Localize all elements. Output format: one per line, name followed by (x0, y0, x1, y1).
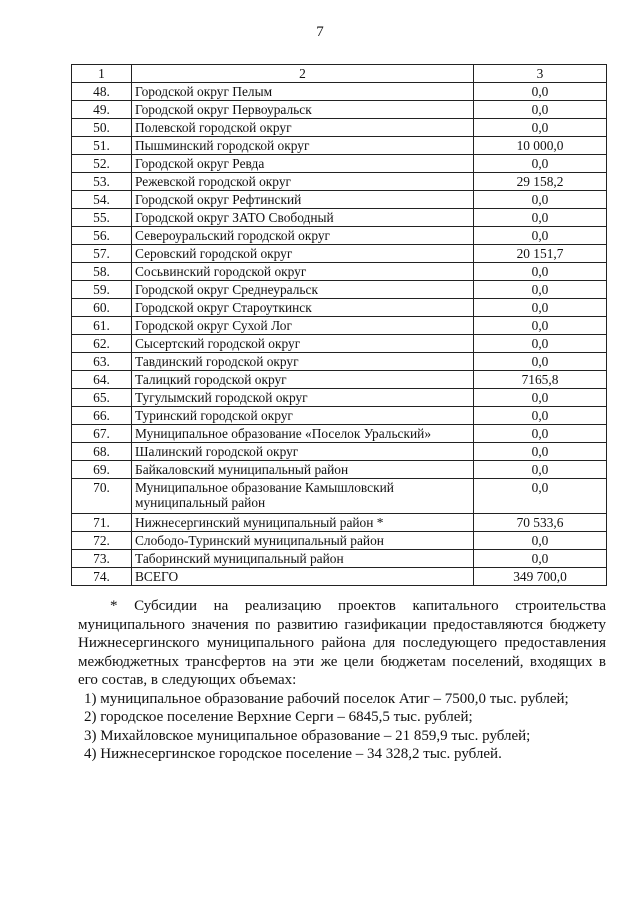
row-number: 66. (72, 407, 132, 425)
row-number: 60. (72, 299, 132, 317)
row-subsidy-value: 0,0 (474, 335, 607, 353)
row-number: 62. (72, 335, 132, 353)
table-row (72, 119, 607, 137)
header-cell-value: 3 (474, 65, 607, 83)
footnote-item: 2) городское поселение Верхние Серги – 6845,5 тыс. рублей; (84, 709, 473, 725)
row-subsidy-value: 0,0 (474, 550, 607, 568)
row-number: 72. (72, 532, 132, 550)
row-number: 50. (72, 119, 132, 137)
table-row (72, 317, 607, 335)
row-municipality-name: Серовский городской округ (132, 245, 474, 263)
row-subsidy-value: 0,0 (474, 532, 607, 550)
table-row (72, 407, 607, 425)
table-row (72, 299, 607, 317)
row-municipality-name: Североуральский городской округ (132, 227, 474, 245)
table-row (72, 550, 607, 568)
table-body (72, 65, 607, 586)
row-subsidy-value: 349 700,0 (474, 568, 607, 586)
row-subsidy-value: 0,0 (474, 281, 607, 299)
row-subsidy-value: 0,0 (474, 461, 607, 479)
row-subsidy-value: 0,0 (474, 263, 607, 281)
row-subsidy-value: 70 533,6 (474, 514, 607, 532)
table-row (72, 514, 607, 532)
row-number: 68. (72, 443, 132, 461)
row-number: 63. (72, 353, 132, 371)
row-subsidy-value: 20 151,7 (474, 245, 607, 263)
row-subsidy-value: 0,0 (474, 155, 607, 173)
table-row (72, 83, 607, 101)
row-subsidy-value: 0,0 (474, 317, 607, 335)
row-subsidy-value: 0,0 (474, 299, 607, 317)
row-number: 71. (72, 514, 132, 532)
row-municipality-name: Городской округ Сухой Лог (132, 317, 474, 335)
row-municipality-name: Нижнесергинский муниципальный район * (132, 514, 474, 532)
row-number: 64. (72, 371, 132, 389)
row-municipality-name: Городской округ ЗАТО Свободный (132, 209, 474, 227)
row-number: 69. (72, 461, 132, 479)
header-cell-number: 1 (72, 65, 132, 83)
row-number: 70. (72, 479, 132, 514)
table-row (72, 461, 607, 479)
row-municipality-name: Городской округ Рефтинский (132, 191, 474, 209)
row-municipality-name: Тавдинский городской округ (132, 353, 474, 371)
row-municipality-name: Режевской городской округ (132, 173, 474, 191)
row-subsidy-value: 0,0 (474, 479, 607, 514)
row-subsidy-value: 0,0 (474, 227, 607, 245)
table-row (72, 335, 607, 353)
row-subsidy-value: 0,0 (474, 83, 607, 101)
row-subsidy-value: 0,0 (474, 191, 607, 209)
row-subsidy-value: 0,0 (474, 101, 607, 119)
row-number: 65. (72, 389, 132, 407)
row-subsidy-value: 7165,8 (474, 371, 607, 389)
table-row (72, 353, 607, 371)
table-header-row (72, 65, 607, 83)
row-number: 56. (72, 227, 132, 245)
table-row (72, 389, 607, 407)
row-number: 61. (72, 317, 132, 335)
row-municipality-name: Шалинский городской округ (132, 443, 474, 461)
row-municipality-name: Городской округ Староуткинск (132, 299, 474, 317)
subsidy-table (71, 64, 607, 586)
row-subsidy-value: 0,0 (474, 443, 607, 461)
row-number: 55. (72, 209, 132, 227)
table-row (72, 227, 607, 245)
table-row (72, 137, 607, 155)
row-number: 51. (72, 137, 132, 155)
row-number: 54. (72, 191, 132, 209)
row-subsidy-value: 0,0 (474, 353, 607, 371)
table-row (72, 281, 607, 299)
table-row (72, 443, 607, 461)
row-number: 73. (72, 550, 132, 568)
row-municipality-name: Полевской городской округ (132, 119, 474, 137)
footnote-item: 1) муниципальное образование рабочий поселок Атиг – 7500,0 тыс. рублей; (84, 690, 569, 707)
table-row (72, 245, 607, 263)
row-municipality-name: Муниципальное образование «Поселок Уральский» (132, 425, 474, 443)
row-municipality-name: Таборинский муниципальный район (132, 550, 474, 568)
table-row (72, 425, 607, 443)
row-number: 52. (72, 155, 132, 173)
row-subsidy-value: 0,0 (474, 389, 607, 407)
row-municipality-name: Байкаловский муниципальный район (132, 461, 474, 479)
row-number: 53. (72, 173, 132, 191)
table-row (72, 191, 607, 209)
table-row (72, 371, 607, 389)
row-number: 74. (72, 568, 132, 586)
table-row (72, 568, 607, 586)
row-number: 49. (72, 101, 132, 119)
row-municipality-name: Сосьвинский городской округ (132, 263, 474, 281)
row-municipality-name: Городской округ Пелым (132, 83, 474, 101)
row-subsidy-value: 0,0 (474, 407, 607, 425)
row-municipality-name: Муниципальное образование Камышловский муниципальный район (132, 479, 474, 514)
table-row (72, 173, 607, 191)
footnote-list (78, 690, 606, 764)
row-municipality-name: Туринский городской округ (132, 407, 474, 425)
table-row (72, 532, 607, 550)
row-municipality-name: Городской округ Первоуральск (132, 101, 474, 119)
footnote-item: 4) Нижнесергинское городское поселение – 34 328,2 тыс. рублей. (84, 746, 502, 762)
row-subsidy-value: 0,0 (474, 119, 607, 137)
row-municipality-name: ВСЕГО (132, 568, 474, 586)
row-number: 57. (72, 245, 132, 263)
table-row (72, 209, 607, 227)
table-row (72, 479, 607, 514)
row-municipality-name: Слободо-Туринский муниципальный район (132, 532, 474, 550)
row-subsidy-value: 0,0 (474, 425, 607, 443)
row-municipality-name: Тугулымский городской округ (132, 389, 474, 407)
row-municipality-name: Пышминский городской округ (132, 137, 474, 155)
page-number: 7 (316, 24, 324, 40)
table-row (72, 263, 607, 281)
row-municipality-name: Городской округ Ревда (132, 155, 474, 173)
header-cell-name: 2 (132, 65, 474, 83)
row-subsidy-value: 10 000,0 (474, 137, 607, 155)
row-municipality-name: Сысертский городской округ (132, 335, 474, 353)
footnote (78, 597, 606, 764)
row-number: 48. (72, 83, 132, 101)
row-number: 59. (72, 281, 132, 299)
table-row (72, 155, 607, 173)
footnote-paragraph: * Субсидии на реализацию проектов капитального строительства муниципального значения по развитию газификации предоставляются бюджету Нижнесергинского муниципального района для последующего предоставления межбюджетных трансфертов на эти же цели бюджетам поселений, входящих в его состав, в следующих объемах: (78, 598, 606, 688)
row-subsidy-value: 0,0 (474, 209, 607, 227)
row-municipality-name: Талицкий городской округ (132, 371, 474, 389)
row-number: 67. (72, 425, 132, 443)
row-number: 58. (72, 263, 132, 281)
footnote-item: 3) Михайловское муниципальное образование – 21 859,9 тыс. рублей; (84, 727, 531, 744)
row-subsidy-value: 29 158,2 (474, 173, 607, 191)
table-row (72, 101, 607, 119)
row-municipality-name: Городской округ Среднеуральск (132, 281, 474, 299)
